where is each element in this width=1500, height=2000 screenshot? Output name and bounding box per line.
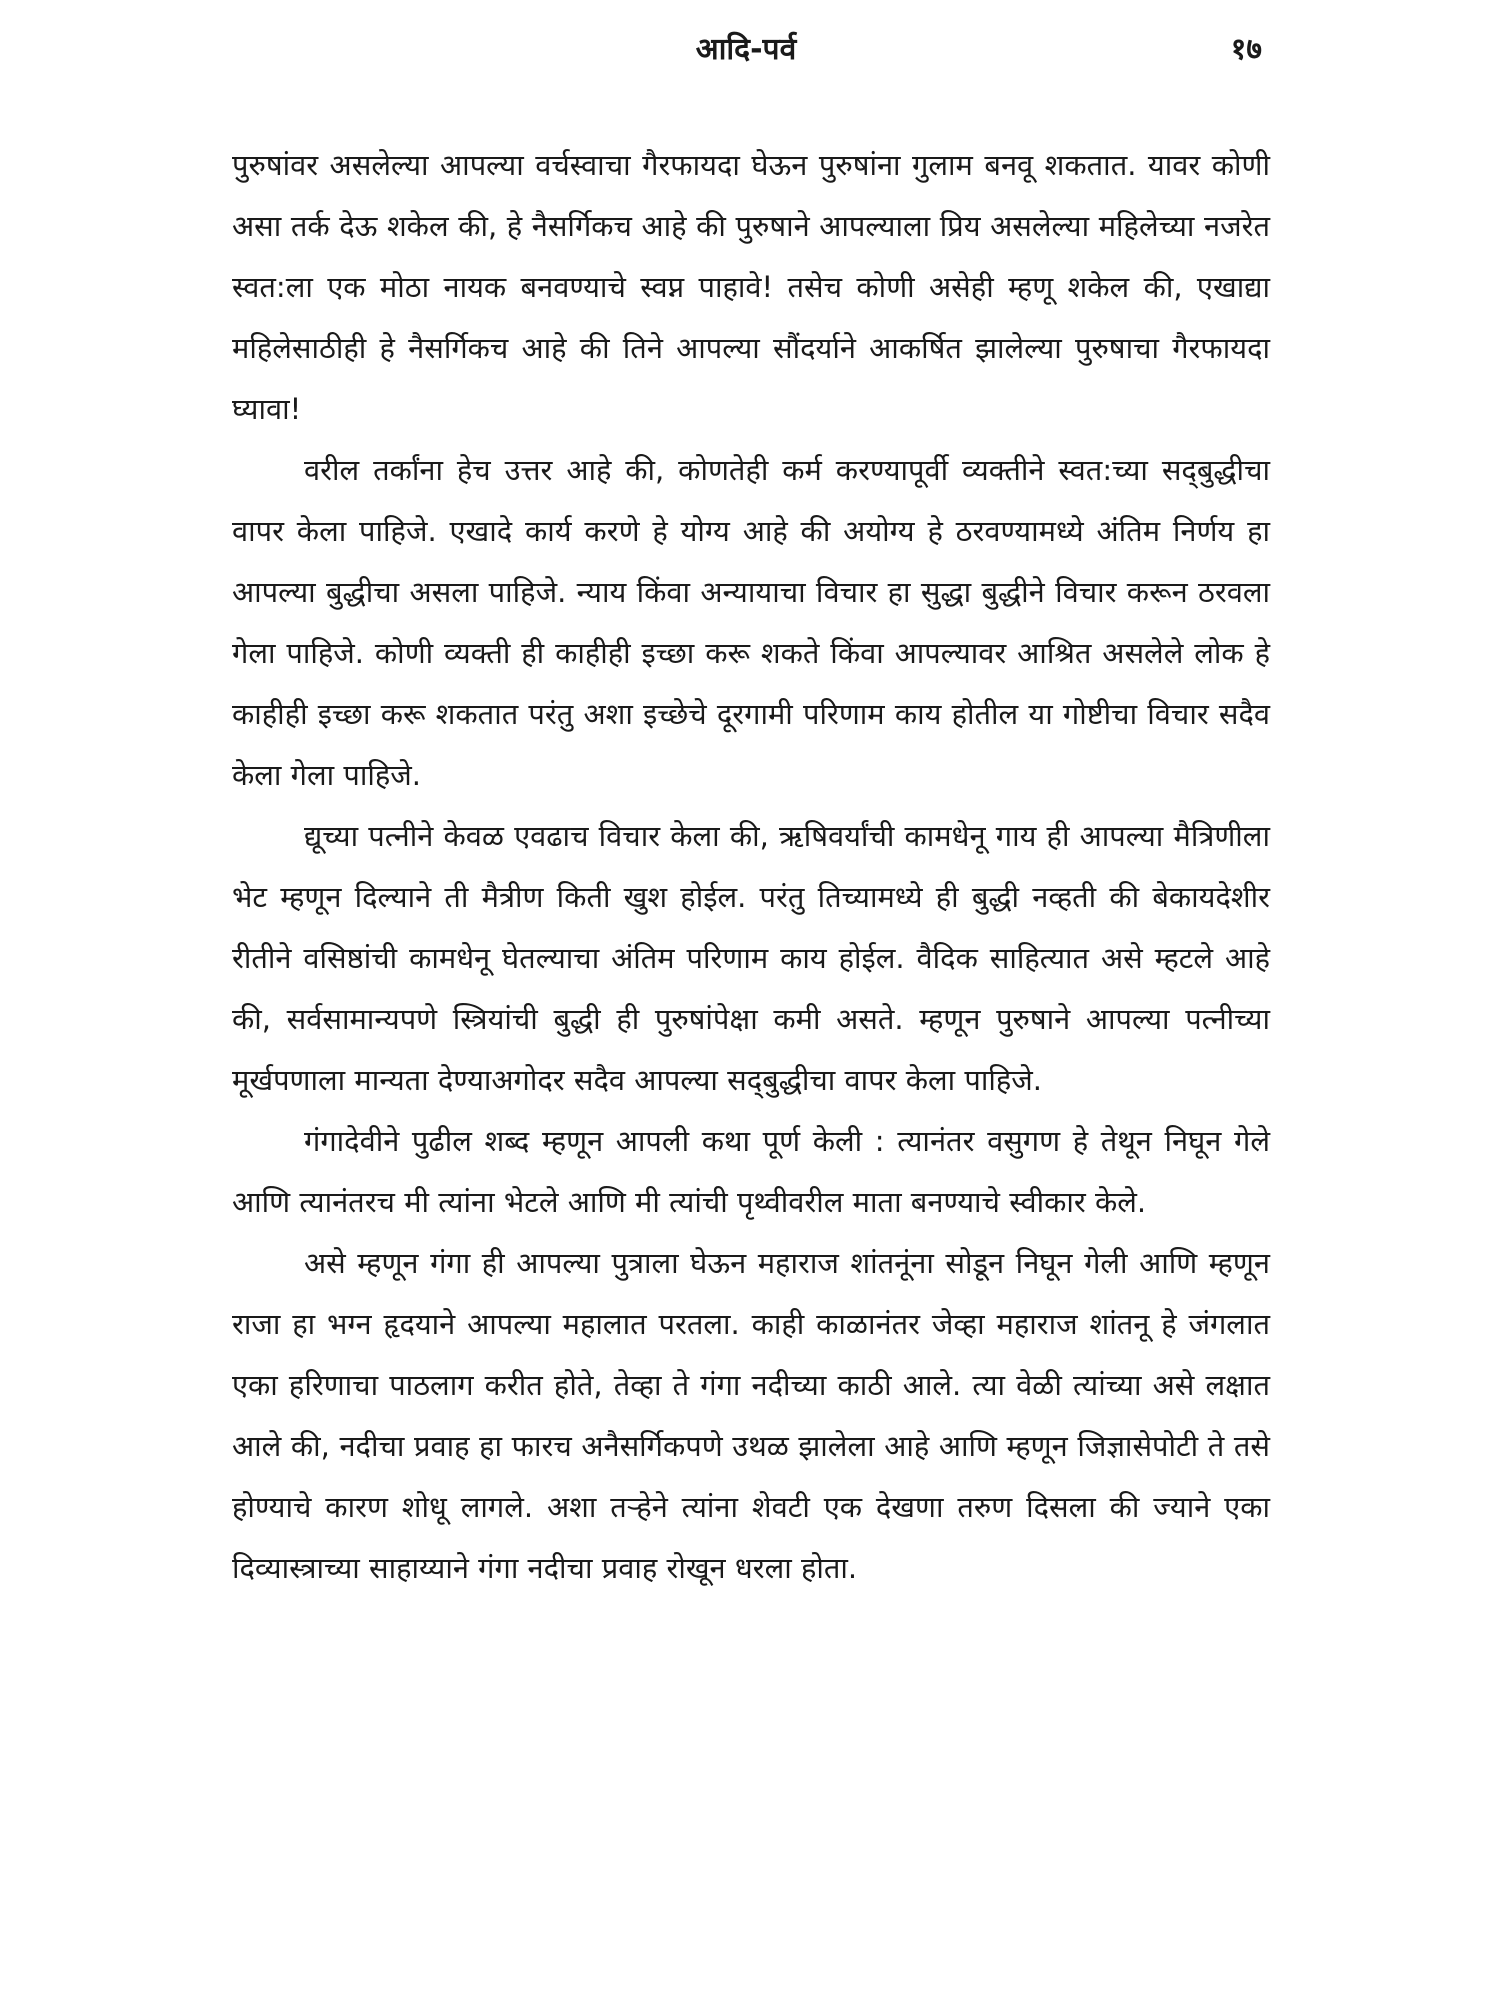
running-header: [230, 28, 1262, 72]
page-number: १७: [1230, 32, 1262, 67]
paragraph: वरील तर्कांना हेच उत्तर आहे की, कोणतेही कर्म करण्यापूर्वी व्यक्तीने स्वत:च्या सद्‌बुद्धीचा वापर केला पाहिजे. एखादे कार्य करणे हे योग्य आहे की अयोग्य हे ठरवण्यामध्ये अंतिम निर्णय हा आपल्या बुद्धीचा असला पाहिजे. न्याय किंवा अन्यायाचा विचार हा सुद्धा बुद्धीने विचार करून ठरवला गेला पाहिजे. कोणी व्यक्ती ही काहीही इच्छा करू शकते किंवा आपल्यावर आश्रित असलेले लोक हे काहीही इच्छा करू शकतात परंतु अशा इच्छेचे दूरगामी परिणाम काय होतील या गोष्टीचा विचार सदैव केला गेला पाहिजे.: [232, 453, 1270, 792]
paragraph: असे म्हणून गंगा ही आपल्या पुत्राला घेऊन महाराज शांतनूंना सोडून निघून गेली आणि म्हणून राजा हा भग्न हृदयाने आपल्या महालात परतला. काही काळानंतर जेव्हा महाराज शांतनू हे जंगलात एका हरिणाचा पाठलाग करीत होते, तेव्हा ते गंगा नदीच्या काठी आले. त्या वेळी त्यांच्या असे लक्षात आले की, नदीचा प्रवाह हा फारच अनैसर्गिकपणे उथळ झालेला आहे आणि म्हणून जिज्ञासेपोटी ते तसे होण्याचे कारण शोधू लागले. अशा तऱ्हेने त्यांना शेवटी एक देखणा तरुण दिसला की ज्याने एका दिव्यास्त्राच्या साहाय्याने गंगा नदीचा प्रवाह रोखून धरला होता.: [232, 1246, 1270, 1585]
paragraph: गंगादेवीने पुढील शब्द म्हणून आपली कथा पूर्ण केली : त्यानंतर वसुगण हे तेथून निघून गेले आणि त्यानंतरच मी त्यांना भेटले आणि मी त्यांची पृथ्वीवरील माता बनण्याचे स्वीकार केले.: [232, 1124, 1270, 1219]
paragraph: द्यूच्या पत्नीने केवळ एवढाच विचार केला की, ऋषिवर्यांची कामधेनू गाय ही आपल्या मैत्रिणीला भेट म्हणून दिल्याने ती मैत्रीण किती खुश होईल. परंतु तिच्यामध्ये ही बुद्धी नव्हती की बेकायदेशीर रीतीने वसिष्ठांची कामधेनू घेतल्याचा अंतिम परिणाम काय होईल. वैदिक साहित्यात असे म्हटले आहे की, सर्वसामान्यपणे स्त्रियांची बुद्धी ही पुरुषांपेक्षा कमी असते. म्हणून पुरुषाने आपल्या पत्नीच्या मूर्खपणाला मान्यता देण्याअगोदर सदैव आपल्या सद्‌बुद्धीचा वापर केला पाहिजे.: [232, 819, 1270, 1097]
chapter-title: आदि-पर्व: [695, 32, 797, 67]
paragraph: पुरुषांवर असलेल्या आपल्या वर्चस्वाचा गैरफायदा घेऊन पुरुषांना गुलाम बनवू शकतात. यावर कोणी असा तर्क देऊ शकेल की, हे नैसर्गिकच आहे की पुरुषाने आपल्याला प्रिय असलेल्या महिलेच्या नजरेत स्वत:ला एक मोठा नायक बनवण्याचे स्वप्न पाहावे! तसेच कोणी असेही म्हणू शकेल की, एखाद्या महिलेसाठीही हे नैसर्गिकच आहे की तिने आपल्या सौंदर्याने आकर्षित झालेल्या पुरुषाचा गैरफायदा घ्यावा!: [232, 148, 1270, 426]
body-text: [232, 135, 1270, 1599]
